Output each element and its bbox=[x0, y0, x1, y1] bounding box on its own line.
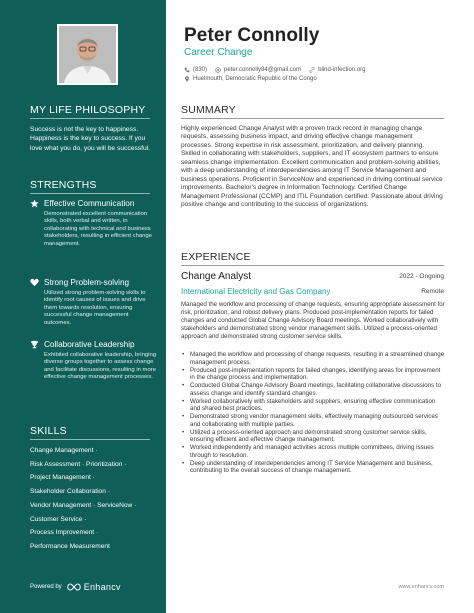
candidate-title: Career Change bbox=[184, 47, 253, 58]
strength-item bbox=[30, 340, 160, 382]
phone-item[interactable] bbox=[184, 67, 207, 73]
location-pin-icon bbox=[184, 76, 190, 82]
strength-item bbox=[30, 199, 160, 248]
bullet-item: • Worked independently and managed activities across multiple committees, driving issues through to resolution. bbox=[181, 444, 445, 459]
at-icon bbox=[215, 67, 221, 73]
location-item bbox=[184, 76, 317, 82]
job-title: Change Analyst bbox=[181, 271, 252, 282]
infinity-icon bbox=[67, 583, 81, 591]
skill-line: Risk Assessment · Prioritization · bbox=[30, 460, 127, 468]
heart-icon bbox=[30, 278, 39, 287]
strengths-heading: STRENGTHS bbox=[30, 179, 97, 191]
job-location: Remote bbox=[421, 288, 444, 295]
skill-line: Stakeholder Collaboration · bbox=[30, 488, 110, 496]
strength-description: Exhibited collaborative leadership, bringing diverse groups together to assess change and facilitate discussions, resulting in more effective change management processes. bbox=[44, 352, 156, 381]
candidate-name: Peter Connolly bbox=[184, 25, 320, 46]
skill-line: Vendor Management · ServiceNow · bbox=[30, 501, 137, 509]
skill-line: Change Management · bbox=[30, 447, 98, 454]
skills-list bbox=[30, 444, 155, 554]
website-item[interactable] bbox=[309, 67, 365, 73]
brand-name: Enhancv bbox=[83, 582, 121, 592]
contact-info bbox=[184, 65, 366, 83]
strength-item bbox=[30, 278, 160, 327]
skills-heading: SKILLS bbox=[30, 425, 67, 437]
powered-by bbox=[30, 582, 121, 592]
skill-line: Process Improvement · bbox=[30, 529, 99, 537]
strength-title: Effective Communication bbox=[44, 199, 135, 208]
email-item[interactable] bbox=[215, 67, 301, 73]
philosophy-divider bbox=[30, 118, 150, 119]
website-text: blind-infection.org bbox=[318, 66, 366, 73]
experience-divider bbox=[181, 265, 444, 266]
strength-title: Strong Problem-solving bbox=[44, 278, 130, 287]
location-text: Huelmouth, Democratic Republic of the Congo bbox=[193, 75, 317, 82]
email-text: peter.connolly84@gmail.com bbox=[224, 66, 302, 73]
bullet-item: • Managed the workflow and processing of change requests, resulting in a streamlined change management process. bbox=[181, 351, 445, 366]
skill-line: Customer Service · bbox=[30, 515, 87, 523]
job-description: Managed the workflow and processing of change requests, ensuring appropriate assessment for risk, prioritization, and robust delivery plans. Produced post-implementation reports for failed changes and conducted Global Change Advisory Board meetings. Worked collaboratively with stakeholders and demonstrated strong vendor management skills. Utilized a process-oriented approach and demonstrated strong customer service skills. bbox=[181, 301, 445, 340]
strength-description: Demonstrated excellent communication skills, both verbal and written, in collaborating with technical and business stakeholders, resulting in efficient change management. bbox=[44, 211, 152, 247]
summary-divider bbox=[181, 118, 444, 119]
footer-url[interactable]: www.enhancv.com bbox=[398, 584, 444, 590]
trophy-icon bbox=[30, 340, 39, 349]
skill-line: Project Management · bbox=[30, 474, 95, 482]
bullet-item: • Utilized a process-oriented approach and demonstrated strong customer service skills, ensuring efficient and effective change management. bbox=[181, 429, 445, 444]
job-company: International Electricity and Gas Company bbox=[181, 287, 331, 296]
job-bullets bbox=[181, 351, 445, 475]
experience-heading: EXPERIENCE bbox=[181, 251, 251, 263]
strength-title: Collaborative Leadership bbox=[44, 340, 135, 349]
strengths-divider bbox=[30, 193, 150, 194]
profile-photo bbox=[57, 24, 118, 85]
enhancv-logo[interactable] bbox=[67, 582, 121, 592]
summary-text: Highly experienced Change Analyst with a proven track record in managing change requests, assessing business impact, and driving effective change management processes. Strong expertise in risk assessment, prioritization, and delivery planning. Skilled in collaborating with stakeholders, suppliers, and IT ecosystem partners to ensure seamless change implementation. Excellent communication and problem-solving abilities, with a deep understanding of interdependencies among IT Service Management and business operations. Proficient in ServiceNow and experienced in driving continual service improvements. Bachelor's degree in Information Technology. Certified Change Management Professional (CCMP) and ITIL Foundation certified. Passionate about driving positive change and contributing to the success of organizations. bbox=[181, 125, 443, 209]
bullet-item: • Conducted Global Change Advisory Board meetings, facilitating collaborative discussions to assess change and identify standard changes. bbox=[181, 382, 445, 397]
bullet-item: • Worked collaboratively with stakeholders and suppliers, ensuring effective communication and shared best practices. bbox=[181, 398, 445, 413]
phone-icon bbox=[184, 67, 190, 73]
summary-heading: SUMMARY bbox=[181, 104, 236, 116]
bullet-item: • Demonstrated strong vendor management skills, effectively managing outsourced services and collaborating with multiple parties. bbox=[181, 413, 445, 428]
bullet-item: • Deep understanding of interdependencies among IT Service Management and business, contributing to the overall success of change management. bbox=[181, 460, 445, 475]
strength-description: Utilized strong problem-solving skills to identify root causes of issues and drive them towards resolution, ensuring successful change management outcomes. bbox=[44, 290, 146, 326]
job-dates: 2022 - Ongoing bbox=[399, 273, 444, 280]
phone-text: (830) bbox=[193, 66, 208, 73]
skill-line: Performance Measurement bbox=[30, 542, 110, 550]
powered-by-label: Powered by bbox=[30, 584, 62, 590]
skills-divider bbox=[30, 439, 150, 440]
bullet-item: • Produced post-implementation reports for failed changes, identifying areas for improvement in the change process and implementation. bbox=[181, 367, 445, 382]
sidebar bbox=[0, 0, 166, 613]
star-icon bbox=[30, 199, 39, 208]
link-icon bbox=[309, 67, 315, 73]
philosophy-heading: MY LIFE PHILOSOPHY bbox=[30, 104, 146, 116]
philosophy-text: Success is not the key to happiness. Happiness is the key to success. If you love what you do, you will be successful. bbox=[30, 126, 151, 152]
